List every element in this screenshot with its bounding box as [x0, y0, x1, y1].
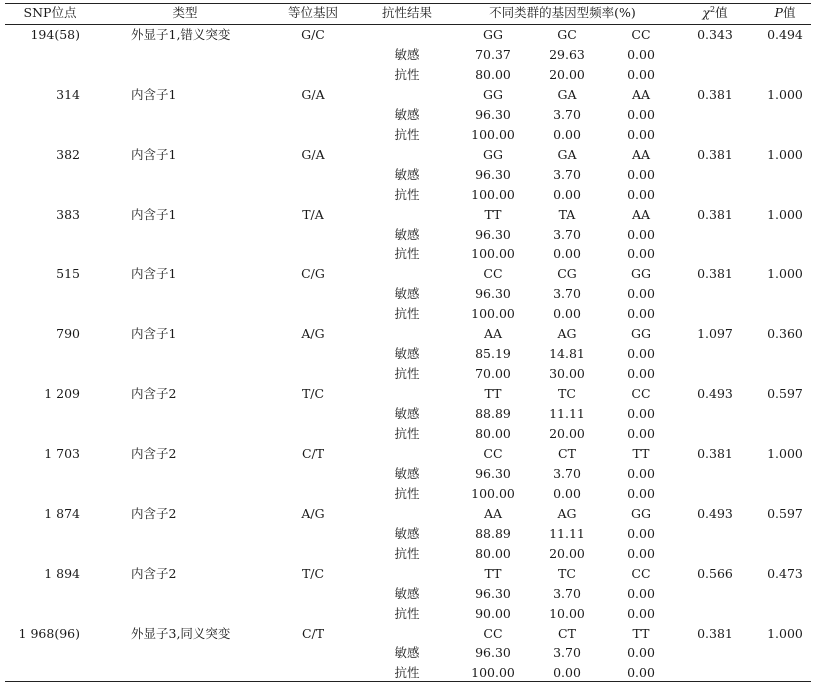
genotype-frequency: 96.30 — [475, 645, 511, 661]
snp-type: 外显子3,同义突变 — [131, 625, 231, 641]
resistance-result: 敏感 — [394, 465, 420, 481]
genotype-label: GA — [557, 86, 577, 102]
genotype-frequency: 0.00 — [627, 645, 655, 661]
genotype-label: AA — [631, 86, 651, 102]
resistance-result: 敏感 — [394, 106, 420, 122]
chi-square-value: 0.381 — [697, 86, 733, 102]
allele: T/C — [301, 386, 325, 402]
genotype-frequency: 88.89 — [475, 406, 511, 422]
p-value: 0.597 — [767, 505, 803, 521]
snp-type: 内含子1 — [131, 326, 177, 342]
genotype-frequency: 0.00 — [627, 286, 655, 302]
chi-square-value: 0.381 — [697, 445, 733, 461]
genotype-label: TT — [632, 625, 650, 641]
genotype-label: CC — [483, 266, 503, 282]
genotype-frequency: 80.00 — [475, 66, 511, 82]
genotype-frequency: 3.70 — [553, 286, 581, 302]
p-value: 0.597 — [767, 386, 803, 402]
genotype-frequency: 20.00 — [549, 426, 585, 441]
genotype-label: AA — [483, 505, 503, 521]
resistance-result: 抗性 — [394, 665, 420, 681]
snp-position: 1 209 — [44, 386, 80, 402]
chi-symbol: χ — [702, 5, 710, 20]
snp-type: 内含子1 — [131, 146, 177, 162]
genotype-frequency: 0.00 — [627, 366, 655, 382]
header-allele: 等位基因 — [287, 5, 338, 20]
chi-square-value: 1.097 — [697, 326, 733, 342]
p-value: 1.000 — [767, 445, 803, 461]
resistance-result: 抗性 — [394, 605, 420, 621]
genotype-label: CC — [631, 565, 651, 581]
genotype-frequency: 0.00 — [627, 525, 655, 541]
snp-position: 383 — [56, 206, 80, 222]
genotype-label: CC — [483, 625, 503, 641]
genotype-frequency: 0.00 — [553, 126, 581, 142]
genotype-frequency: 3.70 — [553, 106, 581, 122]
genotype-label: AG — [557, 505, 577, 521]
chi-superscript: 2 — [709, 4, 716, 14]
chi-square-value: 0.381 — [697, 206, 733, 222]
genotype-frequency: 0.00 — [627, 605, 655, 621]
allele: A/G — [301, 326, 325, 342]
allele: C/G — [301, 266, 325, 282]
snp-type: 内含子2 — [131, 505, 177, 521]
chi-square-value: 0.343 — [697, 27, 733, 42]
snp-position: 1 874 — [44, 505, 80, 521]
genotype-frequency: 0.00 — [627, 426, 655, 441]
genotype-label: GA — [557, 146, 577, 162]
snp-type: 外显子1,错义突变 — [131, 27, 231, 42]
genotype-frequency: 3.70 — [553, 465, 581, 481]
resistance-result: 抗性 — [394, 186, 420, 202]
p-value: 0.473 — [767, 565, 803, 581]
genotype-frequency: 0.00 — [553, 246, 581, 262]
resistance-result: 敏感 — [394, 346, 420, 362]
snp-type: 内含子1 — [131, 86, 177, 102]
genotype-frequency: 96.30 — [475, 226, 511, 242]
genotype-frequency: 30.00 — [549, 366, 585, 382]
allele: C/T — [301, 625, 325, 641]
resistance-result: 敏感 — [394, 226, 420, 242]
header-snp: SNP位点 — [23, 5, 77, 20]
genotype-frequency: 3.70 — [553, 585, 581, 601]
resistance-result: 敏感 — [394, 525, 420, 541]
genotype-frequency: 20.00 — [549, 545, 585, 561]
header-p — [745, 5, 817, 21]
genotype-label: AA — [483, 326, 503, 342]
genotype-frequency: 96.30 — [475, 166, 511, 182]
genotype-frequency: 0.00 — [627, 465, 655, 481]
genotype-frequency: 0.00 — [627, 485, 655, 501]
snp-type: 内含子2 — [131, 445, 177, 461]
snp-type: 内含子1 — [131, 266, 177, 282]
genotype-label: CC — [483, 445, 503, 461]
resistance-result: 敏感 — [394, 286, 420, 302]
p-value: 0.494 — [767, 27, 803, 42]
genotype-label: GG — [631, 505, 651, 521]
genotype-frequency: 0.00 — [627, 545, 655, 561]
chi-square-value: 0.566 — [697, 565, 733, 581]
genotype-frequency: 100.00 — [471, 126, 515, 142]
genotype-label: CC — [631, 27, 651, 42]
allele: G/A — [301, 146, 325, 162]
resistance-result: 敏感 — [394, 645, 420, 661]
genotype-label: GG — [483, 146, 503, 162]
resistance-result: 敏感 — [394, 406, 420, 422]
genotype-frequency: 70.00 — [475, 366, 511, 382]
genotype-frequency: 29.63 — [549, 46, 585, 62]
p-value: 1.000 — [767, 625, 803, 641]
genotype-frequency: 0.00 — [627, 186, 655, 202]
genotype-frequency: 0.00 — [553, 485, 581, 501]
resistance-result: 抗性 — [394, 66, 420, 82]
resistance-result: 抗性 — [394, 485, 420, 501]
chi-suffix: 值 — [715, 5, 728, 20]
resistance-result: 抗性 — [394, 545, 420, 561]
p-value: 0.360 — [767, 326, 803, 342]
p-value: 1.000 — [767, 86, 803, 102]
allele: G/C — [301, 27, 325, 42]
snp-position: 515 — [56, 266, 80, 282]
resistance-result: 抗性 — [394, 246, 420, 262]
genotype-frequency: 0.00 — [553, 186, 581, 202]
genotype-frequency: 88.89 — [475, 525, 511, 541]
chi-square-value: 0.381 — [697, 625, 733, 641]
genotype-frequency: 20.00 — [549, 66, 585, 82]
genotype-frequency: 11.11 — [549, 525, 585, 541]
genotype-frequency: 96.30 — [475, 106, 511, 122]
genotype-label: CG — [557, 266, 577, 282]
snp-position: 1 894 — [44, 565, 80, 581]
genotype-frequency: 100.00 — [471, 485, 515, 501]
resistance-result: 抗性 — [394, 426, 420, 441]
genotype-label: TA — [558, 206, 576, 222]
genotype-frequency: 85.19 — [475, 346, 511, 362]
genotype-label: TT — [632, 445, 650, 461]
genotype-frequency: 0.00 — [627, 585, 655, 601]
genotype-frequency: 90.00 — [475, 605, 511, 621]
snp-type: 内含子1 — [131, 206, 177, 222]
genotype-frequency: 70.37 — [475, 46, 511, 62]
genotype-frequency: 96.30 — [475, 465, 511, 481]
header-freq: 不同类群的基因型频率(%) — [489, 5, 636, 20]
genotype-frequency: 0.00 — [627, 306, 655, 322]
genotype-label: GG — [483, 27, 503, 42]
header-result: 抗性结果 — [381, 5, 432, 20]
allele: A/G — [301, 505, 325, 521]
p-value: 1.000 — [767, 206, 803, 222]
table-top-rule — [5, 3, 811, 4]
genotype-frequency: 0.00 — [627, 66, 655, 82]
genotype-frequency: 100.00 — [471, 665, 515, 681]
resistance-result: 抗性 — [394, 126, 420, 142]
p-value: 1.000 — [767, 266, 803, 282]
p-symbol: P — [774, 5, 783, 20]
genotype-frequency: 0.00 — [627, 226, 655, 242]
genotype-label: AA — [631, 206, 651, 222]
genotype-frequency: 0.00 — [627, 126, 655, 142]
genotype-label: CC — [631, 386, 651, 402]
genotype-frequency: 10.00 — [549, 605, 585, 621]
resistance-result: 敏感 — [394, 166, 420, 182]
genotype-frequency: 11.11 — [549, 406, 585, 422]
resistance-result: 敏感 — [394, 46, 420, 62]
genotype-label: GG — [631, 266, 651, 282]
genotype-label: GG — [483, 86, 503, 102]
genotype-frequency: 0.00 — [627, 406, 655, 422]
genotype-frequency: 3.70 — [553, 645, 581, 661]
snp-position: 314 — [56, 86, 80, 102]
snp-type: 内含子2 — [131, 565, 177, 581]
allele: T/C — [301, 565, 325, 581]
genotype-label: TC — [558, 565, 576, 581]
genotype-frequency: 0.00 — [627, 46, 655, 62]
genotype-frequency: 0.00 — [553, 665, 581, 681]
header-chi — [675, 5, 755, 21]
genotype-label: TC — [558, 386, 576, 402]
genotype-frequency: 3.70 — [553, 166, 581, 182]
genotype-label: TT — [484, 206, 502, 222]
table-header-rule — [5, 24, 811, 25]
genotype-frequency: 0.00 — [627, 665, 655, 681]
header-type: 类型 — [172, 5, 198, 20]
genotype-label: TT — [484, 565, 502, 581]
p-value: 1.000 — [767, 146, 803, 162]
genotype-frequency: 80.00 — [475, 426, 511, 441]
genotype-frequency: 100.00 — [471, 306, 515, 322]
genotype-label: CT — [558, 625, 576, 641]
resistance-result: 抗性 — [394, 366, 420, 382]
genotype-frequency: 96.30 — [475, 585, 511, 601]
genotype-frequency: 0.00 — [627, 166, 655, 182]
genotype-label: TT — [484, 386, 502, 402]
chi-square-value: 0.493 — [697, 505, 733, 521]
genotype-label: CT — [558, 445, 576, 461]
chi-square-value: 0.381 — [697, 266, 733, 282]
genotype-frequency: 0.00 — [627, 246, 655, 262]
genotype-frequency: 100.00 — [471, 246, 515, 262]
p-suffix: 值 — [782, 5, 796, 20]
chi-square-value: 0.381 — [697, 146, 733, 162]
genotype-label: GG — [631, 326, 651, 342]
genotype-frequency: 0.00 — [627, 106, 655, 122]
genotype-frequency: 3.70 — [553, 226, 581, 242]
snp-type: 内含子2 — [131, 386, 177, 402]
genotype-label: AG — [557, 326, 577, 342]
snp-position: 1 703 — [44, 445, 80, 461]
allele: C/T — [301, 445, 325, 461]
allele: T/A — [302, 206, 324, 222]
genotype-frequency: 100.00 — [471, 186, 515, 202]
genotype-label: GC — [557, 27, 577, 42]
snp-position: 194(58) — [30, 27, 80, 42]
snp-position: 790 — [56, 326, 80, 342]
genotype-frequency: 80.00 — [475, 545, 511, 561]
snp-position: 382 — [56, 146, 80, 162]
genotype-label: AA — [631, 146, 651, 162]
genotype-frequency: 96.30 — [475, 286, 511, 302]
snp-position: 1 968(96) — [18, 625, 80, 641]
resistance-result: 抗性 — [394, 306, 420, 322]
genotype-frequency: 0.00 — [627, 346, 655, 362]
allele: G/A — [301, 86, 325, 102]
genotype-frequency: 14.81 — [549, 346, 585, 362]
genotype-frequency: 0.00 — [553, 306, 581, 322]
chi-square-value: 0.493 — [697, 386, 733, 402]
resistance-result: 敏感 — [394, 585, 420, 601]
